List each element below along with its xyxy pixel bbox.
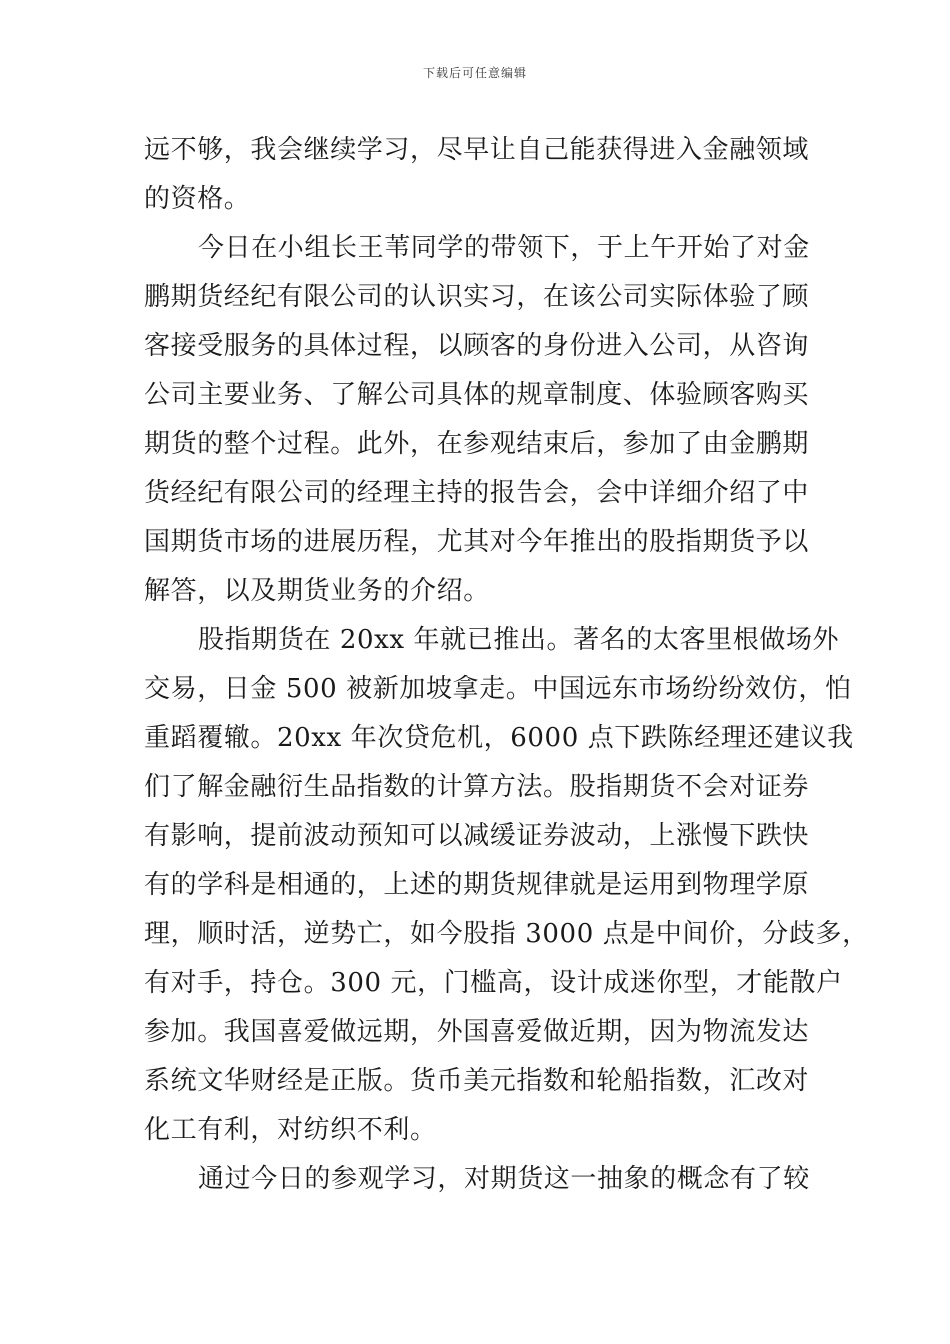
text-line: 客接受服务的具体过程，以顾客的身份进入公司，从咨询 [144, 331, 810, 361]
text-line: 重蹈覆辙。20xx 年次贷危机，6000 点下跌陈经理还建议我 [144, 723, 854, 753]
text-line: 解答，以及期货业务的介绍。 [144, 576, 490, 606]
document-body [144, 126, 869, 1204]
text-line: 理，顺时活，逆势亡，如今股指 3000 点是中间价，分歧多， [144, 919, 869, 949]
text-line: 有对手，持仓。300 元，门槛高，设计成迷你型，才能散户 [144, 968, 843, 998]
text-line: 化工有利，对纺织不利。 [144, 1115, 437, 1145]
text-line: 期货的整个过程。此外，在参观结束后，参加了由金鹏期 [144, 429, 810, 459]
text-line: 系统文华财经是正版。货币美元指数和轮船指数，汇改对 [144, 1066, 810, 1096]
text-line: 国期货市场的进展历程，尤其对今年推出的股指期货予以 [144, 527, 810, 557]
paragraph-start-line: 通过今日的参观学习，对期货这一抽象的概念有了较 [198, 1164, 810, 1194]
text-line: 有的学科是相通的，上述的期货规律就是运用到物理学原 [144, 870, 810, 900]
text-line: 有影响，提前波动预知可以减缓证券波动，上涨慢下跌快 [144, 821, 810, 851]
page-header: 下载后可任意编辑 [422, 66, 527, 80]
text-line: 参加。我国喜爱做远期，外国喜爱做近期，因为物流发达 [144, 1017, 810, 1047]
text-line: 公司主要业务、了解公司具体的规章制度、体验顾客购买 [144, 380, 810, 410]
paragraph-start-line: 股指期货在 20xx 年就已推出。著名的太客里根做场外 [198, 625, 840, 655]
text-line: 货经纪有限公司的经理主持的报告会，会中详细介绍了中 [144, 478, 810, 508]
text-line: 们了解金融衍生品指数的计算方法。股指期货不会对证券 [144, 772, 810, 802]
text-line: 远不够，我会继续学习，尽早让自己能获得进入金融领域 [144, 135, 810, 165]
text-line: 的资格。 [144, 184, 251, 214]
text-line: 交易，日金 500 被新加坡拿走。中国远东市场纷纷效仿，怕 [144, 674, 852, 704]
paragraph-start-line: 今日在小组长王苇同学的带领下，于上午开始了对金 [198, 233, 810, 263]
text-line: 鹏期货经纪有限公司的认识实习，在该公司实际体验了顾 [144, 282, 810, 312]
